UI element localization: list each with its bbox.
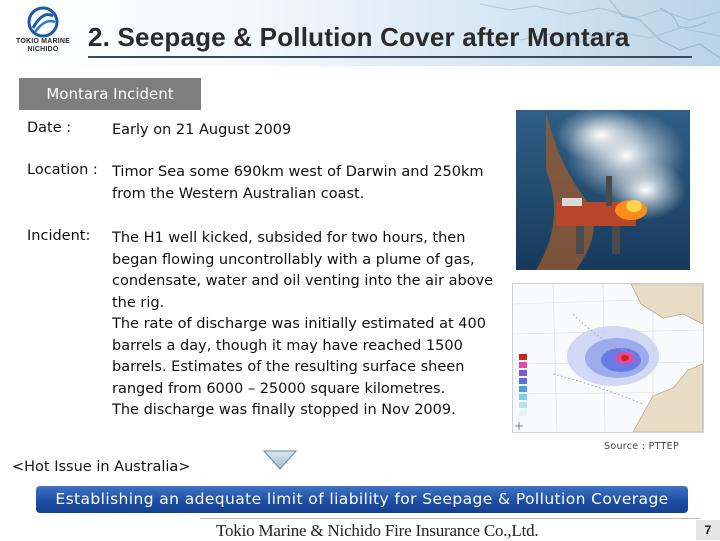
source-credit: Source : PTTEP: [604, 441, 679, 452]
spill-extent-map: [512, 283, 704, 433]
section-tag: Montara Incident: [19, 78, 201, 110]
incident-paragraph: The H1 well kicked, subsided for two hours, then began flowing uncontrollably with a plume of gas, condensate, water and oil venting into the air above the rig.: [112, 230, 494, 311]
logo-text-line-1: TOKIO MARINE: [16, 38, 70, 45]
oil-rig-photo: [516, 110, 690, 270]
location-value: Timor Sea some 690km west of Darwin and 250km from the Western Australian coast.: [112, 164, 484, 202]
incident-paragraph: The discharge was finally stopped in Nov 2009.: [112, 402, 456, 418]
footer-company-name: Tokio Marine & Nichido Fire Insurance Co.,Ltd.: [216, 521, 539, 540]
date-value: Early on 21 August 2009: [112, 122, 292, 138]
down-arrow-icon: [262, 449, 298, 471]
page-number: 7: [696, 520, 720, 540]
incident-description: [112, 228, 502, 422]
logo-text-line-2: NICHIDO: [27, 46, 59, 53]
company-logo: [8, 6, 78, 62]
title-underline: [88, 56, 692, 58]
footer-divider: [200, 518, 700, 519]
logo-emblem-icon: [27, 6, 59, 38]
conclusion-banner: Establishing an adequate limit of liability for Seepage & Pollution Coverage: [36, 486, 688, 513]
hot-issue-label: <Hot Issue in Australia>: [12, 459, 191, 475]
date-label: Date :: [27, 120, 72, 136]
incident-label: Incident:: [27, 228, 91, 244]
location-label: Location :: [27, 162, 98, 178]
incident-paragraph: The rate of discharge was initially estimated at 400 barrels a day, though it may have reached 1500 barrels. Estimates of the resulting surface sheen ranged from 6000 – 25000 square kilometres.: [112, 316, 486, 397]
page-title: 2. Seepage & Pollution Cover after Montara: [88, 22, 630, 52]
